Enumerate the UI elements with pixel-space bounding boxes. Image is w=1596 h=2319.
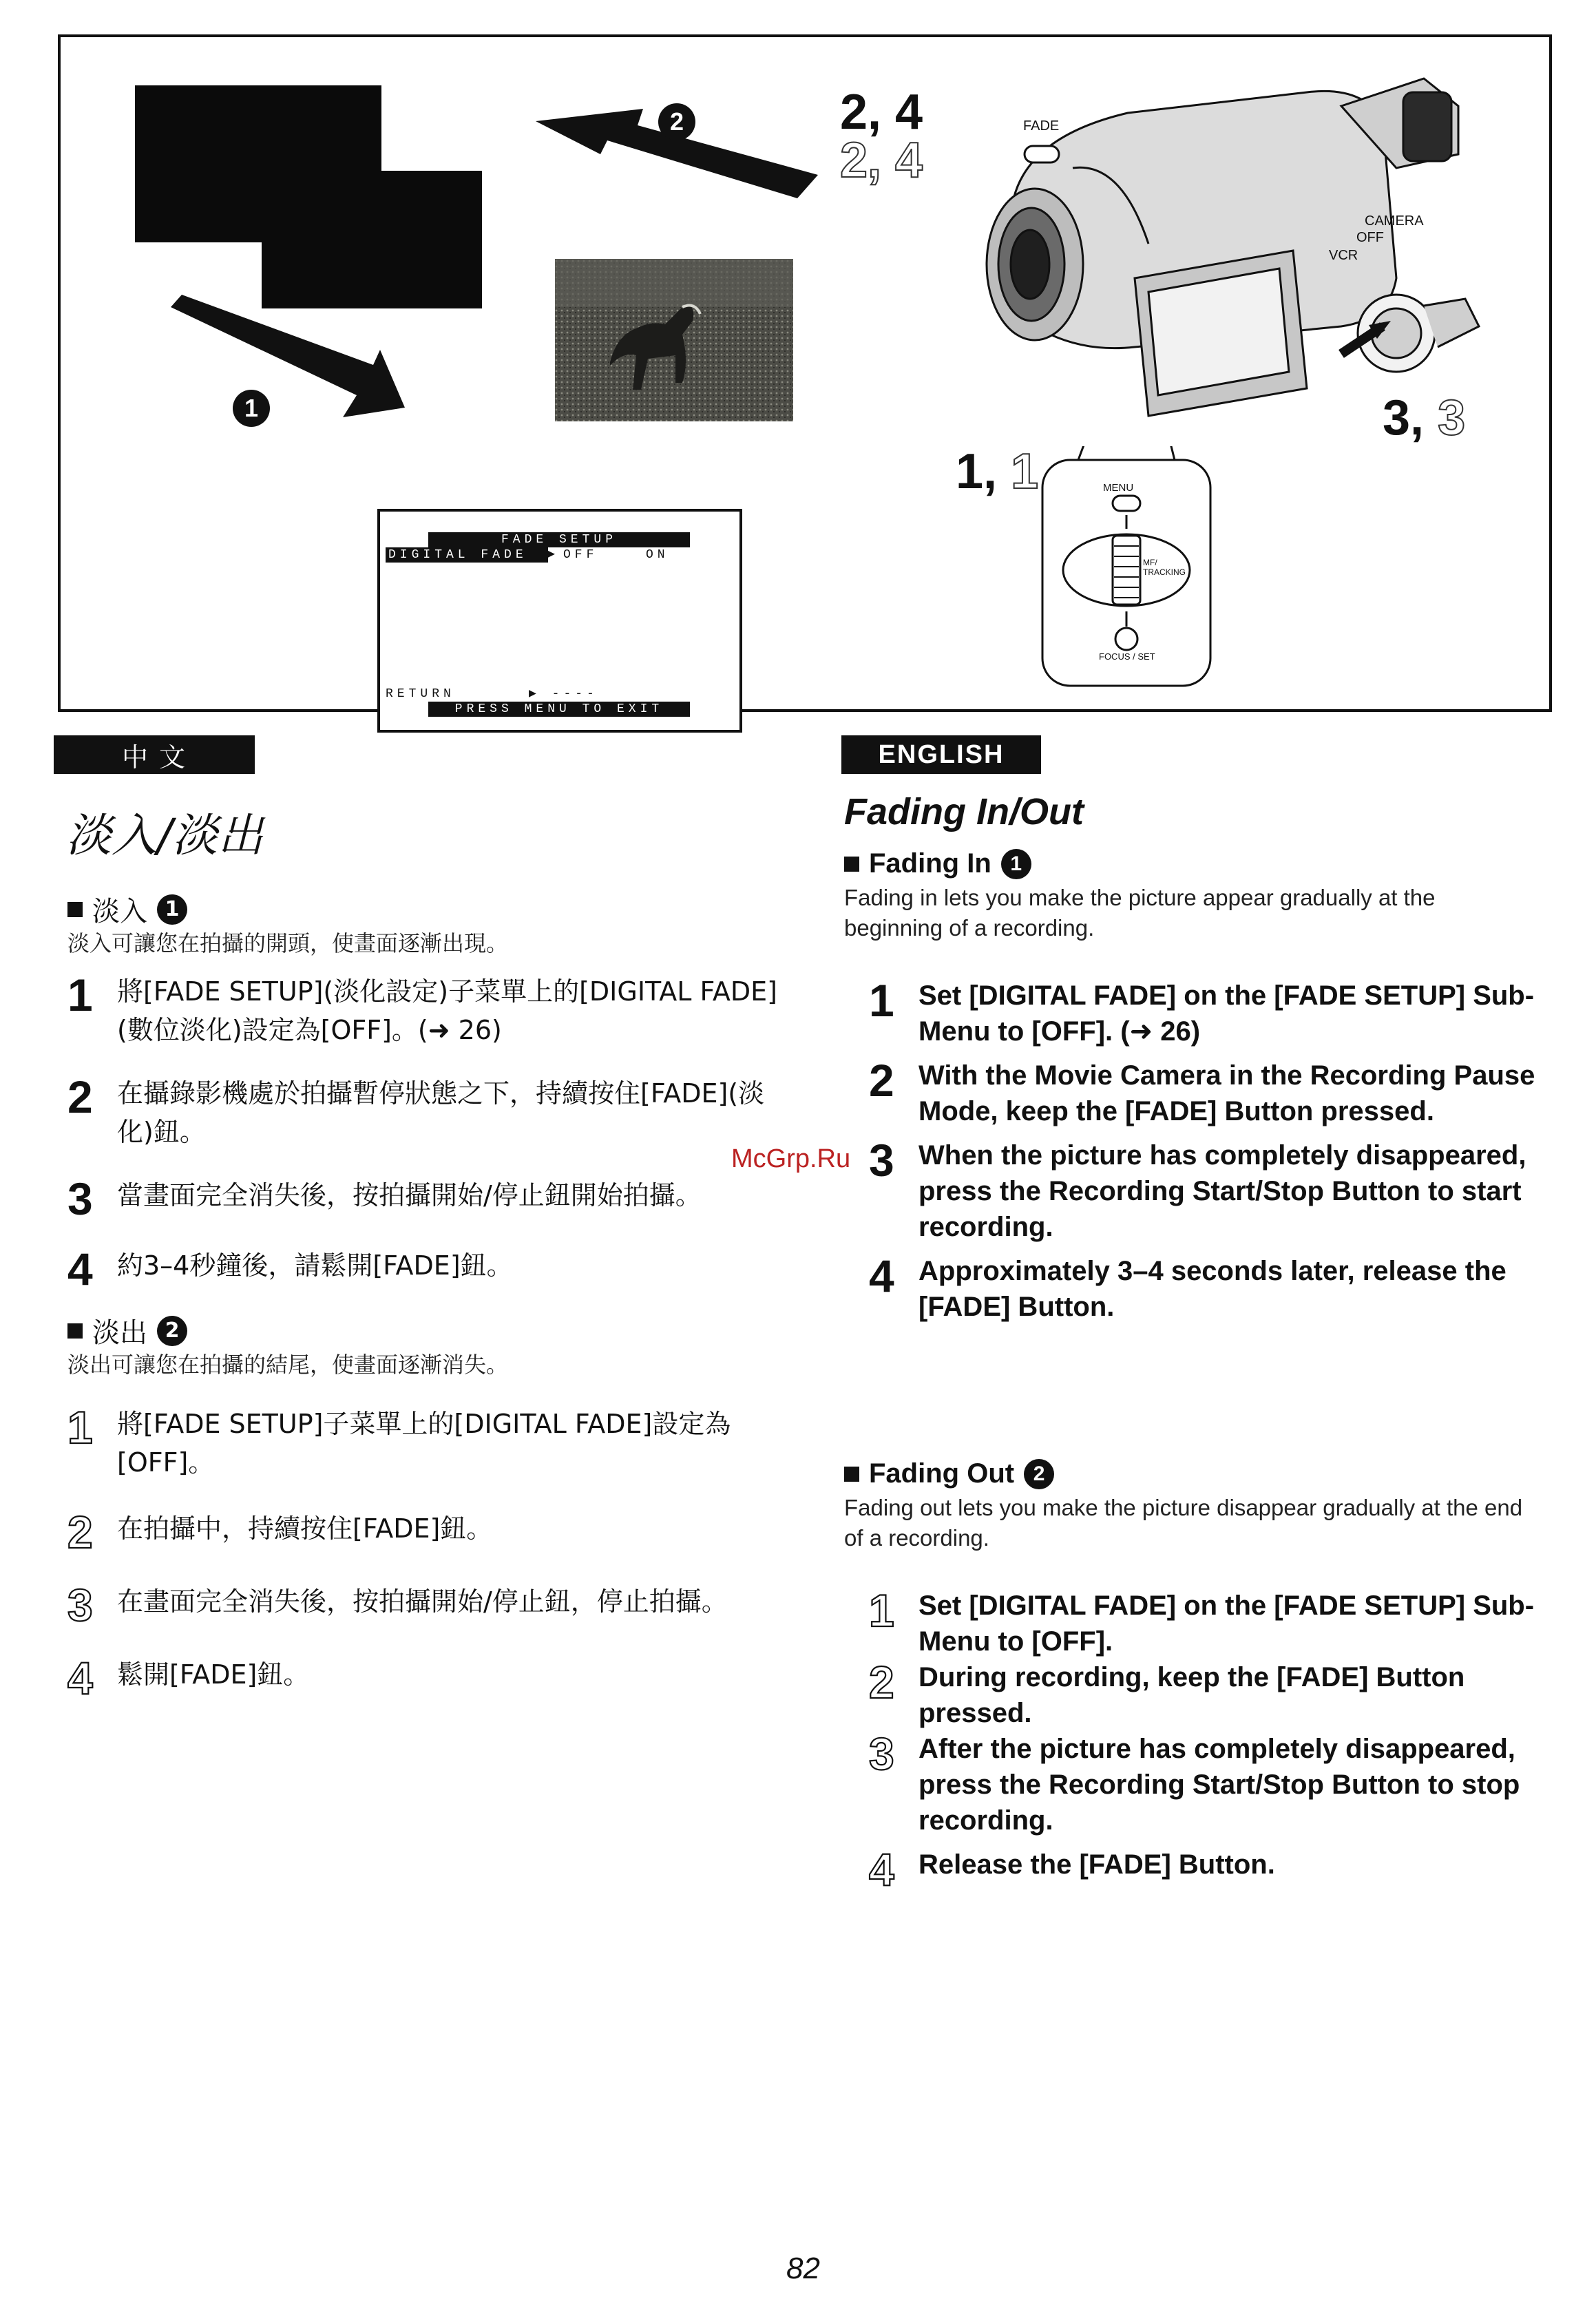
callout-step-3-outline-text: 3 (1438, 390, 1466, 445)
step-number: 4 (67, 1244, 93, 1294)
step-number: 2 (67, 1071, 93, 1122)
menu-option-on: ON (646, 548, 669, 562)
callout-step-1-text: 1, (956, 444, 998, 499)
english-fade-in-step (869, 1250, 1557, 1325)
step-number: 3 (67, 1173, 93, 1224)
step-text: When the picture has completely disappeared, press the Recording Start/Stop Button to start recording. (918, 1140, 1526, 1242)
step-number: 4 (869, 1844, 894, 1895)
chinese-title: 淡入/淡出 (66, 809, 264, 862)
chinese-fade-out-step (67, 1402, 784, 1482)
step-number: 3 (869, 1135, 894, 1186)
mode-label-off: OFF (1356, 230, 1384, 245)
fade-setup-menu-screen (377, 509, 742, 733)
bullet-square-icon (844, 1467, 859, 1482)
chinese-fade-out-step (67, 1582, 784, 1628)
menu-selector-arrow: ▶ (547, 547, 560, 563)
chinese-fade-in-step (67, 1071, 784, 1151)
chinese-fade-in-step (67, 969, 784, 1049)
step-number: 1 (869, 975, 894, 1026)
marker-fade-in: 1 (233, 390, 270, 427)
callout-step-2-4-outline (840, 132, 923, 189)
chinese-fade-out-intro: 淡出可讓您在拍攝的結尾，使畫面逐漸消失。 (67, 1352, 509, 1378)
marker-2-icon: 2 (157, 1316, 187, 1346)
menu-item-digital-fade: DIGITAL FADE (386, 547, 548, 563)
step-text: During recording, keep the [FADE] Button pressed. (918, 1662, 1465, 1728)
english-title: Fading In/Out (844, 791, 1084, 832)
bullet-square-icon (67, 902, 83, 917)
watermark-text: McGrp.Ru (731, 1144, 851, 1173)
step-text: 在拍攝中，持續按住[FADE]鈕。 (117, 1513, 493, 1544)
callout-step-1-outline-text: 1 (1011, 444, 1039, 499)
english-fade-out-step (869, 1659, 1557, 1731)
chinese-fade-in-step (67, 1246, 784, 1292)
page-number: 82 (786, 2252, 820, 2285)
focus-set-label: FOCUS / SET (1099, 651, 1155, 662)
chinese-fade-in-heading-text: 淡入 (92, 896, 147, 927)
step-text: Approximately 3–4 seconds later, release the [FADE] Button. (918, 1256, 1506, 1322)
chinese-fade-out-heading (67, 1311, 187, 1350)
marker-fade-out: 2 (658, 103, 695, 140)
menu-footer: PRESS MENU TO EXIT (428, 702, 690, 717)
menu-button-label: MENU (1103, 482, 1134, 494)
step-text: 在畫面完全消失後，按拍攝開始/停止鈕，停止拍攝。 (117, 1586, 728, 1617)
english-fade-in-step (869, 1137, 1557, 1245)
english-section-tab: ENGLISH (841, 735, 1041, 774)
marker-2-icon: 2 (1024, 1459, 1054, 1489)
fade-button-label: FADE (1023, 118, 1060, 134)
mf-tracking-label: MF/ TRACKING (1143, 558, 1186, 577)
english-fade-out-step (869, 1844, 1557, 1895)
chinese-section-tab: 中 文 (54, 735, 255, 774)
mode-label-camera: CAMERA (1365, 213, 1424, 229)
step-number: 2 (869, 1055, 894, 1106)
chinese-fade-in-intro: 淡入可讓您在拍攝的開頭，使畫面逐漸出現。 (67, 930, 509, 956)
callout-step-3-text: 3, (1383, 390, 1425, 445)
step-number: 2 (869, 1657, 894, 1708)
step-number: 1 (67, 1402, 93, 1453)
english-fade-out-steps (869, 1585, 1557, 1895)
bullet-square-icon (67, 1323, 83, 1339)
step-text: 鬆開[FADE]鈕。 (117, 1659, 310, 1690)
step-text: 約3–4秒鐘後，請鬆開[FADE]鈕。 (117, 1250, 513, 1281)
step-number: 3 (67, 1580, 93, 1630)
chinese-fade-out-step (67, 1652, 784, 1703)
step-number: 2 (67, 1507, 93, 1557)
menu-return-value: ▶ ---- (529, 687, 598, 701)
marker-1-icon: 1 (157, 894, 187, 925)
chinese-fade-out-heading-text: 淡出 (92, 1317, 147, 1349)
callout-step-2-4: 2, 4 (840, 85, 923, 140)
camcorder-illustration (928, 65, 1520, 478)
mode-label-vcr: VCR (1329, 248, 1358, 263)
marker-1-icon: 1 (1001, 849, 1031, 879)
step-number: 3 (869, 1728, 894, 1779)
chinese-fade-out-steps (67, 1402, 784, 1703)
step-text: 將[FADE SETUP](淡化設定)子菜單上的[DIGITAL FADE](數位淡化)設定為[OFF]。(➜ 26) (117, 976, 778, 1045)
english-fade-in-heading-text: Fading In (869, 848, 991, 879)
step-text: 當畫面完全消失後，按拍攝開始/停止鈕開始拍攝。 (117, 1180, 702, 1210)
chinese-fade-in-step (67, 1173, 784, 1224)
step-text: Release the [FADE] Button. (918, 1849, 1275, 1880)
english-fade-out-step (869, 1585, 1557, 1659)
english-fade-in-intro: Fading in lets you make the picture appear gradually at the beginning of a recording. (844, 885, 1436, 941)
english-fade-in-heading (844, 848, 1031, 879)
english-fade-out-heading (844, 1458, 1054, 1489)
chinese-fade-out-step (67, 1509, 784, 1555)
chinese-fade-in-steps (67, 969, 784, 1294)
step-number: 1 (67, 969, 93, 1020)
menu-option-off: OFF (563, 548, 598, 562)
step-number: 4 (67, 1652, 93, 1703)
step-text: After the picture has completely disappeared, press the Recording Start/Stop Button to stop recording. (918, 1734, 1520, 1836)
fade-button-icon (1025, 146, 1059, 162)
step-text: Set [DIGITAL FADE] on the [FADE SETUP] Sub-Menu to [OFF]. (918, 1591, 1535, 1657)
english-fade-out-heading-text: Fading Out (869, 1458, 1015, 1489)
bullet-square-icon (844, 857, 859, 872)
step-number: 4 (869, 1250, 894, 1301)
step-text: With the Movie Camera in the Recording Pause Mode, keep the [FADE] Button pressed. (918, 1060, 1535, 1126)
fade-in-arrow (171, 295, 405, 417)
step-text: 在攝錄影機處於拍攝暫停狀態之下，持續按住[FADE](淡化)鈕。 (117, 1078, 765, 1147)
english-fade-in-step (869, 1055, 1557, 1129)
english-fade-in-step (869, 975, 1557, 1049)
menu-title: FADE SETUP (428, 532, 690, 547)
english-fade-out-step (869, 1728, 1557, 1838)
english-fade-out-intro: Fading out lets you make the picture disappear gradually at the end of a recording. (844, 1495, 1523, 1551)
callout-step-2-4-outline-text: 2, 4 (840, 133, 923, 188)
step-text: 將[FADE SETUP]子菜單上的[DIGITAL FADE]設定為[OFF]。 (117, 1409, 731, 1478)
menu-return-label: RETURN (386, 687, 455, 701)
english-fade-in-steps (869, 975, 1557, 1325)
step-text: Set [DIGITAL FADE] on the [FADE SETUP] Sub-Menu to [OFF]. (➜ 26) (918, 980, 1535, 1047)
chinese-fade-in-heading (67, 890, 187, 929)
illustration-panel (58, 34, 1552, 716)
step-number: 1 (869, 1585, 894, 1636)
